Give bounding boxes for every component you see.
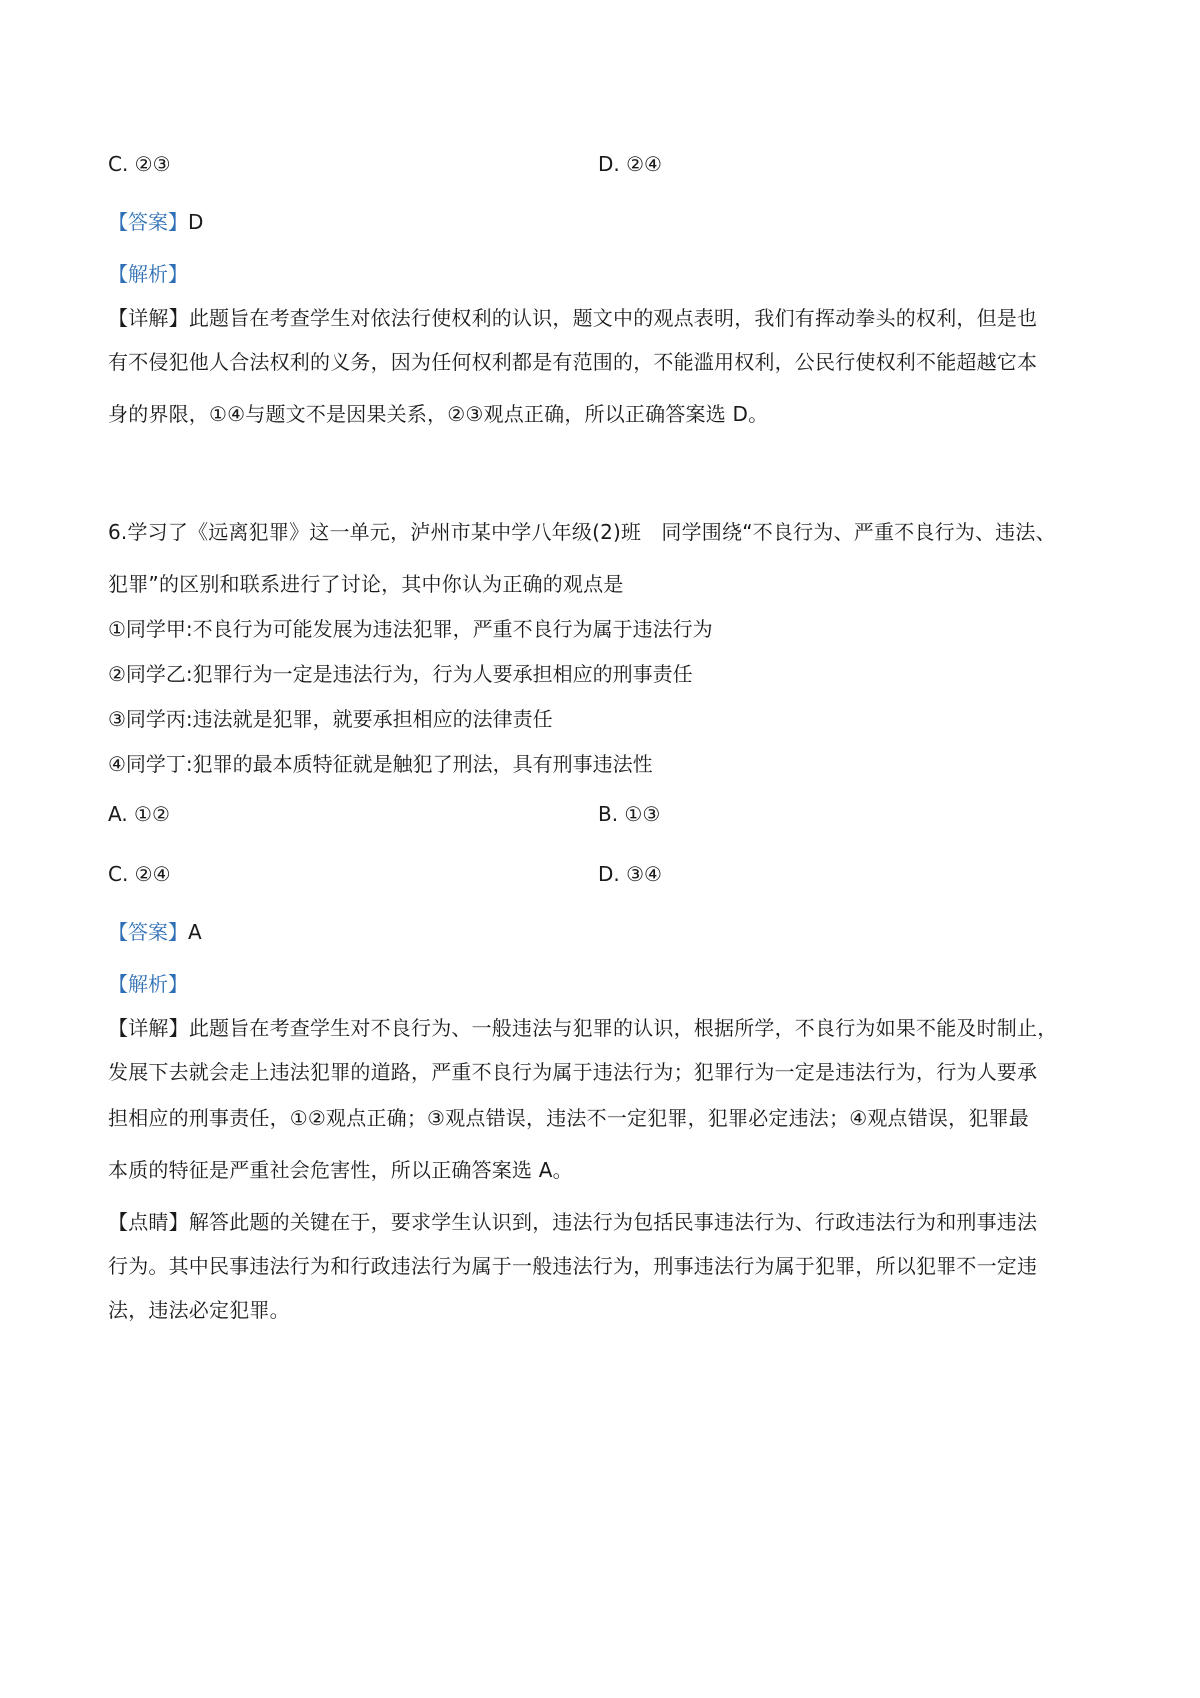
q6-detail-line-4: 本质的特征是严重社会危害性，所以正确答案选 A。 — [108, 1158, 573, 1182]
q6-option-a: A. ①② — [108, 802, 170, 826]
answer-value: D — [188, 210, 204, 234]
q5-option-c: C. ②③ — [108, 152, 171, 176]
q5-option-d: D. ②④ — [598, 152, 662, 176]
q6-detail-line-1: 【详解】此题旨在考查学生对不良行为、一般违法与犯罪的认识，根据所学，不良行为如果不能及时制止， — [108, 1016, 1058, 1040]
q5-detail-line-2: 有不侵犯他人合法权利的义务，因为任何权利都是有范围的，不能滥用权利，公民行使权利不能超越它本 — [108, 350, 1038, 374]
answer-value: A — [188, 920, 202, 944]
q6-comment-line-1: 【点睛】解答此题的关键在于，要求学生认识到，违法行为包括民事违法行为、行政违法行为和刑事违法 — [108, 1210, 1038, 1234]
q6-statement-2: ②同学乙:犯罪行为一定是违法行为，行为人要承担相应的刑事责任 — [108, 662, 693, 686]
q6-option-c: C. ②④ — [108, 862, 171, 886]
detail-tag: 【详解】 — [108, 306, 189, 330]
q6-option-d: D. ③④ — [598, 862, 662, 886]
q6-analysis-tag: 【解析】 — [108, 972, 188, 996]
q6-stem-line-1: 6.学习了《远离犯罪》这一单元，泸州市某中学八年级(2)班 同学围绕“不良行为、严重不良行为、违法、 — [108, 520, 1056, 544]
q6-stem-line-2: 犯罪”的区别和联系进行了讨论，其中你认为正确的观点是 — [108, 572, 624, 596]
q6-statement-4: ④同学丁:犯罪的最本质特征就是触犯了刑法，具有刑事违法性 — [108, 752, 653, 776]
q6-detail-line-2: 发展下去就会走上违法犯罪的道路，严重不良行为属于违法行为；犯罪行为一定是违法行为，行为人要承 — [108, 1060, 1038, 1084]
q6-comment-line-2: 行为。其中民事违法行为和行政违法行为属于一般违法行为，刑事违法行为属于犯罪，所以犯罪不一定违 — [108, 1254, 1038, 1278]
answer-tag: 【答案】 — [108, 920, 188, 944]
q6-statement-3: ③同学丙:违法就是犯罪，就要承担相应的法律责任 — [108, 707, 553, 731]
answer-tag: 【答案】 — [108, 210, 188, 234]
q6-answer — [108, 918, 202, 946]
q5-detail-line-3: 身的界限，①④与题文不是因果关系，②③观点正确，所以正确答案选 D。 — [108, 402, 769, 426]
q5-detail-line-1: 【详解】此题旨在考查学生对依法行使权利的认识，题文中的观点表明，我们有挥动拳头的权利，但是也 — [108, 306, 1038, 330]
q5-analysis-tag: 【解析】 — [108, 262, 188, 286]
q6-statement-1: ①同学甲:不良行为可能发展为违法犯罪，严重不良行为属于违法行为 — [108, 617, 713, 641]
q6-detail-line-3: 担相应的刑事责任，①②观点正确；③观点错误，违法不一定犯罪，犯罪必定违法；④观点错误，犯罪最 — [108, 1106, 1029, 1130]
q5-answer — [108, 208, 203, 236]
q6-comment-line-3: 法，违法必定犯罪。 — [108, 1298, 290, 1322]
q6-option-b: B. ①③ — [598, 802, 661, 826]
comment-tag: 【点睛】 — [108, 1210, 189, 1234]
detail-tag: 【详解】 — [108, 1016, 189, 1040]
